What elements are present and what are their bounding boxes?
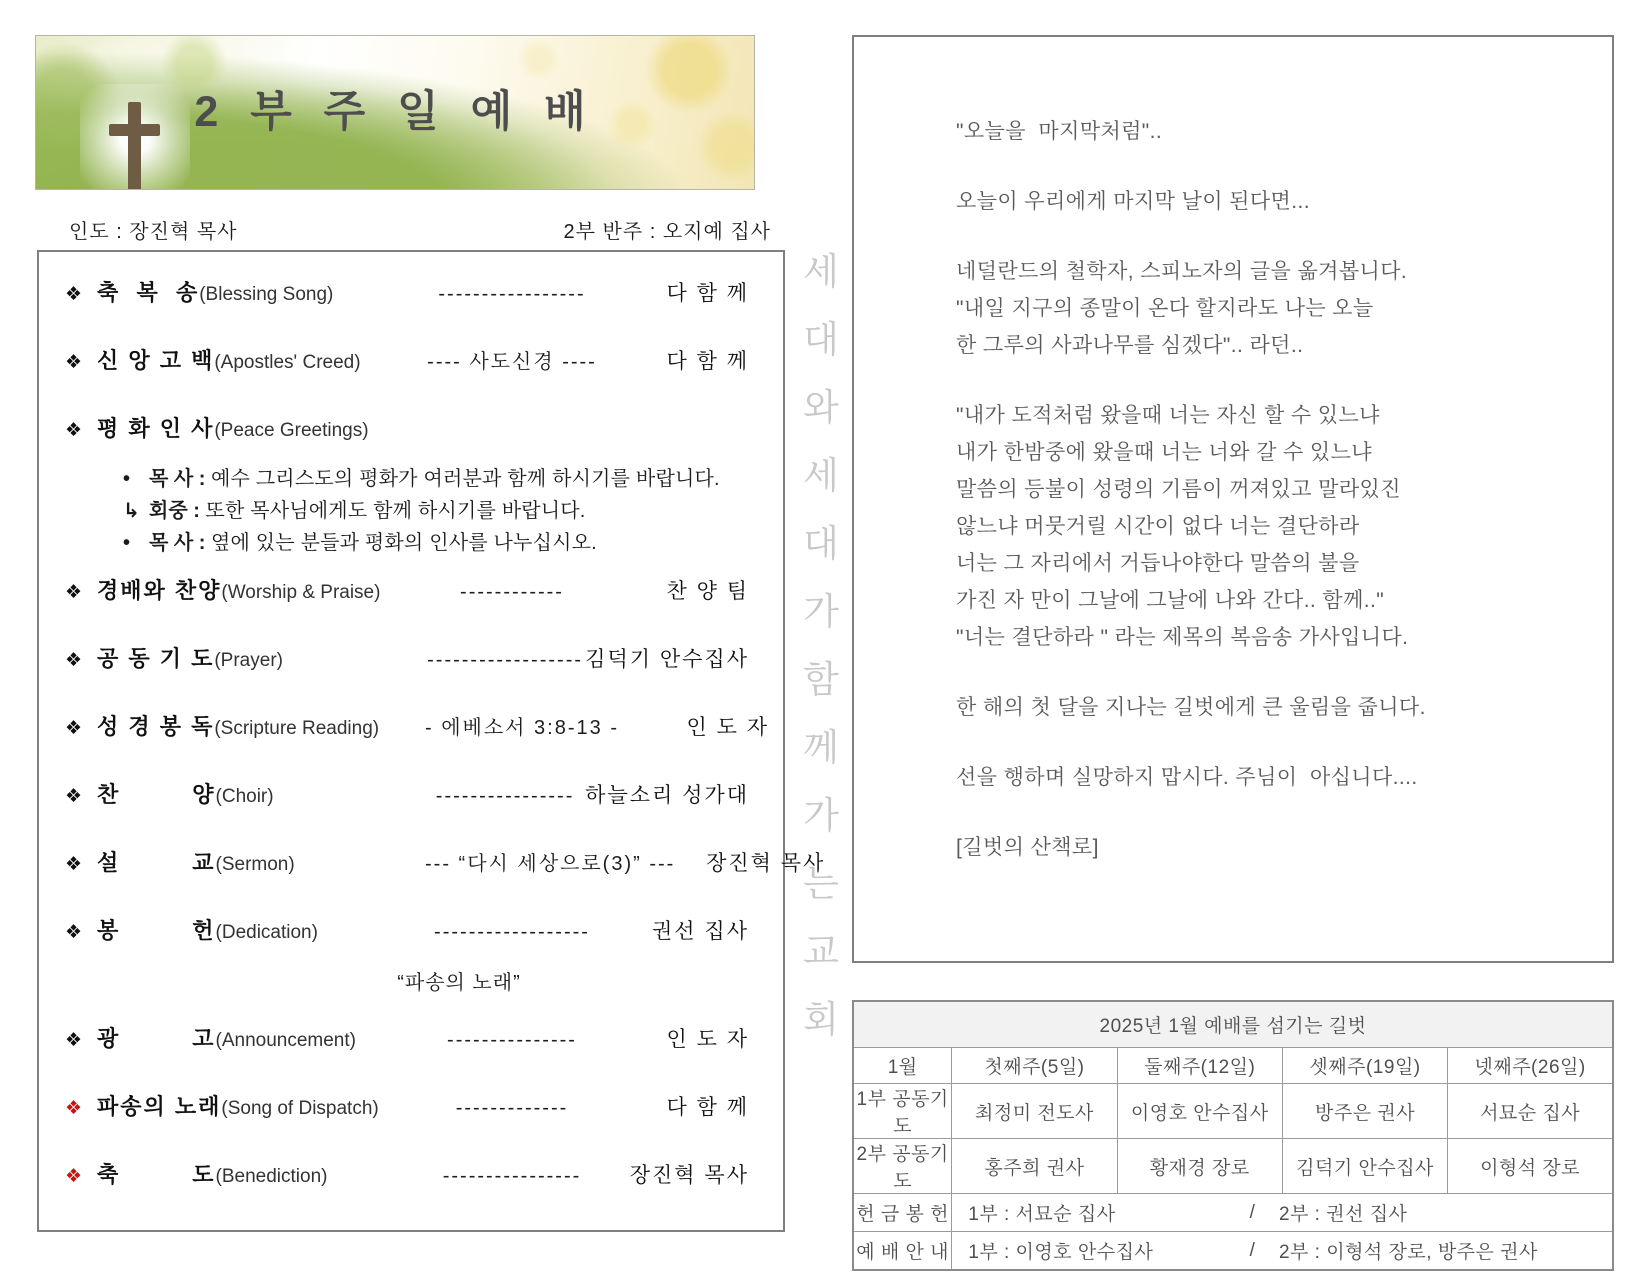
serving-table (852, 1000, 1614, 1271)
meditation-box (852, 35, 1614, 963)
table-cell: 서묘순 집사 (1448, 1084, 1613, 1139)
meditation-line: 가진 자 만이 그날에 그날에 나와 간다.. 함께.." (956, 589, 1385, 612)
sub-bullet-icon: • (123, 468, 131, 490)
item-title-english: (Sermon) (215, 854, 295, 875)
table-row (853, 1139, 1613, 1194)
motto-char: 가 (803, 591, 839, 632)
merged-separator: / (1249, 1201, 1256, 1223)
table-cell: 방주은 권사 (1282, 1084, 1447, 1139)
item-dashes: ----------------- (438, 283, 586, 305)
meditation-line: "오늘을 마지막처럼".. (956, 120, 1163, 143)
motto-char: 세 (803, 455, 839, 496)
table-cell: 최정미 전도사 (952, 1084, 1117, 1139)
item-title-english: (Apostles' Creed) (214, 352, 361, 373)
offering-song-note: “파송의 노래” (397, 972, 521, 994)
meditation-paragraph (956, 183, 1582, 220)
motto-char: 가 (803, 795, 839, 836)
item-diamond-icon: ❖ (65, 352, 83, 373)
merged-left: 1부 : 서묘순 집사 (968, 1204, 1116, 1225)
item-dashes: --- “다시 세상으로(3)” --- (425, 853, 676, 875)
motto-char: 대 (803, 523, 839, 564)
worship-item (65, 1022, 749, 1053)
meditation-line: 않느냐 머뭇거릴 시간이 없다 너는 결단하라 (956, 515, 1360, 538)
table-cell: 김덕기 안수집사 (1282, 1139, 1447, 1194)
table-row (853, 1084, 1613, 1139)
item-title-korean: 축 복 송 (97, 280, 200, 305)
item-diamond-icon: ❖ (65, 1030, 83, 1051)
merged-separator: / (1249, 1239, 1256, 1261)
meditation-line: 말씀의 등불이 성령의 기름이 꺼져있고 말라있진 (956, 478, 1401, 501)
worship-item (65, 846, 826, 877)
item-title (97, 1090, 425, 1121)
item-person: 인 도 자 (686, 716, 769, 739)
table-cell: 홍주희 권사 (952, 1139, 1117, 1194)
item-diamond-icon: ❖ (65, 284, 83, 305)
worship-item (65, 642, 749, 673)
meditation-line: 너는 그 자리에서 거듭나야한다 말씀의 불을 (956, 552, 1360, 575)
peace-sub-line (123, 530, 749, 556)
item-title (97, 846, 425, 877)
item-title-english: (Scripture Reading) (214, 718, 380, 739)
item-title-english: (Dedication) (215, 922, 318, 943)
meditation-line: 내가 한밤중에 왔을때 너는 너와 갈 수 있느냐 (956, 441, 1372, 464)
serving-table-wrap (852, 1000, 1614, 1271)
motto-char: 와 (803, 387, 839, 428)
table-cell: 황재경 장로 (1117, 1139, 1282, 1194)
meditation-line: [길벗의 산책로] (956, 836, 1099, 859)
page-title: 2 부 주 일 예 배 (194, 88, 596, 136)
meditation-paragraph (956, 689, 1582, 726)
merged-content (952, 1199, 1612, 1226)
meditation-line: "내가 도적처럼 왔을때 너는 자신 할 수 있느냐 (956, 404, 1380, 427)
item-person: 찬 양 팀 (666, 580, 749, 603)
table-row-label: 2부 공동기도 (853, 1139, 952, 1194)
item-title-english: (Choir) (215, 786, 274, 807)
meditation-line: "내일 지구의 종말이 온다 할지라도 나는 오늘 (956, 297, 1374, 320)
item-diamond-icon: ❖ (65, 922, 83, 943)
item-diamond-icon: ❖ (65, 420, 83, 441)
item-title-korean: 신 앙 고 백 (97, 348, 215, 373)
worship-item (65, 1090, 749, 1121)
item-dashes: ------------------ (434, 921, 590, 943)
item-dashes: ------------------ (427, 649, 584, 671)
meditation-line: 선을 행하며 실망하지 맙시다. 주님이 아십니다.... (956, 766, 1418, 789)
meditation-paragraph (956, 253, 1582, 364)
motto-char: 께 (803, 727, 839, 768)
meditation-paragraph (956, 759, 1582, 796)
meditation-paragraph (956, 829, 1582, 866)
peace-sub-line (123, 498, 749, 524)
item-diamond-icon: ❖ (65, 854, 83, 875)
item-dashes: --------------- (447, 1029, 577, 1051)
item-diamond-icon: ❖ (65, 650, 83, 671)
meditation-text (956, 113, 1582, 866)
leaders-line (35, 212, 785, 244)
table-title: 2025년 1월 예배를 섬기는 길벗 (853, 1001, 1613, 1048)
item-title-english: (Peace Greetings) (214, 420, 369, 441)
item-title (97, 642, 425, 673)
worship-item (65, 412, 749, 443)
item-title (97, 778, 425, 809)
worship-item (65, 710, 769, 741)
item-title-korean: 파송의 노래 (97, 1094, 222, 1119)
item-title-english: (Worship & Praise) (221, 582, 381, 603)
item-dashes: ---------------- (435, 785, 575, 807)
item-title (97, 344, 425, 375)
sub-role: 회중 : (149, 500, 206, 522)
item-title-english: (Blessing Song) (199, 284, 334, 305)
table-merged-cell (952, 1194, 1613, 1232)
item-title-korean: 경배와 찬양 (97, 578, 222, 603)
item-dashes: - 에베소서 3:8-13 - (425, 717, 619, 739)
item-title (97, 1022, 425, 1053)
meditation-paragraph (956, 113, 1582, 150)
item-title (97, 710, 425, 741)
table-row-label: 예 배 안 내 (853, 1232, 952, 1271)
item-dashes: ------------ (460, 581, 564, 603)
peace-sub-line (123, 466, 749, 492)
table-header-cell: 셋째주(19일) (1282, 1048, 1447, 1084)
sub-role: 목 사 : (149, 532, 211, 554)
worship-item (65, 1158, 749, 1189)
item-title-english: (Benediction) (215, 1166, 328, 1187)
bulletin-banner (35, 35, 755, 190)
item-dashes: ---------------- (442, 1165, 582, 1187)
item-title (97, 914, 425, 945)
table-row-label: 1부 공동기도 (853, 1084, 952, 1139)
table-header-cell: 1월 (853, 1048, 952, 1084)
merged-right: 2부 : 권선 집사 (1278, 1204, 1408, 1225)
item-title (97, 574, 425, 605)
table-header-cell: 둘째주(12일) (1117, 1048, 1282, 1084)
worship-item (65, 778, 749, 809)
merged-right: 2부 : 이형석 장로, 방주은 권사 (1278, 1242, 1538, 1263)
item-diamond-icon: ❖ (65, 582, 83, 603)
motto-char: 는 (803, 863, 839, 904)
meditation-line: 한 해의 첫 달을 지나는 길벗에게 큰 울림을 줍니다. (956, 696, 1426, 719)
sub-text: 또한 목사님에게도 함께 하시기를 바랍니다. (205, 500, 586, 522)
table-row (853, 1232, 1613, 1271)
motto-char: 세 (803, 251, 839, 292)
service-leader: 인도 : 장진혁 목사 (69, 221, 238, 243)
merged-content (952, 1237, 1612, 1264)
item-title-english: (Song of Dispatch) (221, 1098, 379, 1119)
table-header-cell: 첫째주(5일) (952, 1048, 1117, 1084)
table-cell: 이형석 장로 (1448, 1139, 1613, 1194)
item-title-korean: 설 교 (97, 850, 216, 875)
worship-item (65, 914, 749, 945)
item-diamond-icon: ❖ (65, 1098, 83, 1119)
item-person: 다 함 께 (666, 350, 749, 373)
motto-char: 함 (803, 659, 839, 700)
meditation-line: 오늘이 우리에게 마지막 날이 된다면... (956, 190, 1310, 213)
item-person: 장진혁 목사 (629, 1164, 749, 1187)
service-accompanist: 2부 반주 : 오지예 집사 (563, 221, 771, 243)
item-person: 권선 집사 (652, 920, 749, 943)
item-diamond-icon: ❖ (65, 718, 83, 739)
sub-bullet-icon: ↳ (123, 500, 140, 522)
sub-bullet-icon: • (123, 532, 131, 554)
item-title-korean: 봉 헌 (97, 918, 216, 943)
item-title-korean: 공 동 기 도 (97, 646, 215, 671)
item-person: 장진혁 목사 (706, 852, 826, 875)
table-header-cell: 넷째주(26일) (1448, 1048, 1613, 1084)
vertical-motto (796, 251, 846, 1070)
worship-item (65, 574, 749, 605)
motto-char: 교 (803, 931, 839, 972)
item-title (97, 1158, 425, 1189)
table-merged-cell (952, 1232, 1613, 1271)
item-dashes: ---- 사도신경 ---- (427, 351, 597, 373)
meditation-paragraph (956, 397, 1582, 656)
item-person: 다 함 께 (666, 282, 749, 305)
motto-char: 회 (803, 999, 839, 1040)
worship-item (65, 344, 749, 375)
table-row (853, 1048, 1613, 1084)
meditation-line: "너는 결단하라 " 라는 제목의 복음송 가사입니다. (956, 626, 1409, 649)
item-diamond-icon: ❖ (65, 786, 83, 807)
item-person: 김덕기 안수집사 (585, 648, 749, 671)
table-row (853, 1194, 1613, 1232)
item-title-korean: 광 고 (97, 1026, 216, 1051)
table-cell: 이영호 안수집사 (1117, 1084, 1282, 1139)
item-title-korean: 평 화 인 사 (97, 416, 215, 441)
sub-text: 예수 그리스도의 평화가 여러분과 함께 하시기를 바랍니다. (210, 468, 720, 490)
item-title (97, 276, 425, 307)
table-row (853, 1001, 1613, 1048)
sub-text: 옆에 있는 분들과 평화의 인사를 나누십시오. (210, 532, 597, 554)
table-row-label: 헌 금 봉 헌 (853, 1194, 952, 1232)
merged-left: 1부 : 이영호 안수집사 (968, 1242, 1154, 1263)
meditation-line: 한 그루의 사과나무를 심겠다".. 라던.. (956, 334, 1304, 357)
item-title-english: (Prayer) (214, 650, 283, 671)
worship-order-list (65, 276, 826, 1189)
item-title (97, 412, 425, 443)
meditation-line: 네덜란드의 철학자, 스피노자의 글을 옮겨봅니다. (956, 260, 1408, 283)
item-person: 하늘소리 성가대 (585, 784, 749, 807)
item-title-korean: 찬 양 (97, 782, 216, 807)
motto-char: 대 (803, 319, 839, 360)
worship-item (65, 276, 749, 307)
item-title-english: (Announcement) (215, 1030, 356, 1051)
item-person: 다 함 께 (666, 1096, 749, 1119)
item-diamond-icon: ❖ (65, 1166, 83, 1187)
item-title-korean: 축 도 (97, 1162, 216, 1187)
item-title-korean: 성 경 봉 독 (97, 714, 215, 739)
worship-order-box (37, 250, 826, 1232)
item-dashes: ------------- (455, 1097, 569, 1119)
peace-greeting-lines (65, 466, 749, 556)
sub-role: 목 사 : (149, 468, 211, 490)
item-person: 인 도 자 (666, 1028, 749, 1051)
